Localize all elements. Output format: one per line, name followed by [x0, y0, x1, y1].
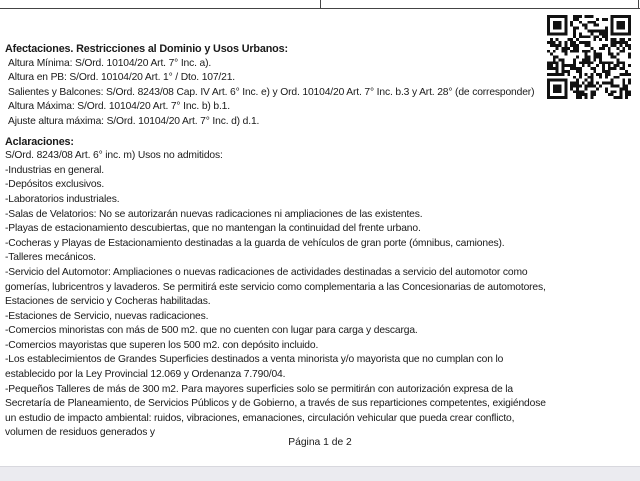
afectaciones-heading: Afectaciones. Restricciones al Dominio y Usos Urbanos:	[5, 43, 288, 55]
aclaracion-line: -Comercios mayoristas que superen los 500 m2. con depósito incluido.	[5, 339, 319, 351]
aclaracion-line: -Estaciones de Servicio, nuevas radicaciones.	[5, 310, 209, 322]
page-number: Página 1 de 2	[288, 437, 352, 448]
table-top-border	[0, 0, 640, 9]
aclaracion-line: -Comercios minoristas con más de 500 m2. que no cuenten con lugar para carga y descarga.	[5, 325, 418, 337]
aclaracion-line: -Playas de estacionamiento descubiertas, que no mantengan la continuidad del frente urbano.	[5, 223, 421, 235]
document-body	[5, 42, 550, 441]
aclaracion-line: -Depósitos exclusivos.	[5, 179, 105, 191]
aclaracion-line: -Talleres mecánicos.	[5, 252, 96, 264]
aclaracion-line: -Industrias en general.	[5, 164, 105, 176]
viewer-bottom-bar	[0, 466, 640, 481]
afectacion-line: Altura en PB: S/Ord. 10104/20 Art. 1° / Dto. 107/21.	[8, 72, 235, 84]
aclaracion-line: -Pequeños Talleres de más de 300 m2. Para mayores superficies solo se permitirán con autorización expresa de la Secretaría de Planeamiento, de Servicios Públicos y de Gobierno, a través de sus reparticiones competentes, exigiéndose un estudio de impacto ambiental: ruidos, vibraciones, emanaciones, circulación vehicular que pueda crear conflicto, volumen de residuos generados y	[5, 383, 546, 439]
aclaracion-line: -Salas de Velatorios: No se autorizarán nuevas radicaciones ni ampliaciones de las existentes.	[5, 208, 423, 220]
aclaracion-line: S/Ord. 8243/08 Art. 6° inc. m) Usos no admitidos:	[5, 150, 223, 162]
table-cell	[320, 0, 639, 8]
table-cell	[0, 0, 321, 8]
aclaraciones-heading: Aclaraciones:	[5, 135, 74, 148]
afectacion-line: Altura Máxima: S/Ord. 10104/20 Art. 7° Inc. b) b.1.	[8, 101, 230, 113]
afectaciones-list	[5, 57, 550, 130]
aclaracion-line: -Laboratorios industriales.	[5, 193, 120, 205]
afectacion-line: Salientes y Balcones: S/Ord. 8243/08 Cap. IV Art. 6° Inc. e) y Ord. 10104/20 Art. 7° Inc. b.3 y Art. 28° (de corresponder)	[8, 86, 535, 98]
afectacion-line: Altura Mínima: S/Ord. 10104/20 Art. 7° Inc. a).	[8, 57, 212, 69]
aclaracion-line: -Cocheras y Playas de Estacionamiento destinadas a la guarda de vehículos de gran porte (ómnibus, camiones).	[5, 237, 505, 249]
aclaracion-line: -Los establecimientos de Grandes Superficies destinados a venta minorista y/o mayorista que no cumplan con lo establecido por la Ley Provincial 12.069 y Ordenanza 7.790/04.	[5, 354, 504, 381]
qr-code	[547, 15, 631, 99]
aclaraciones-list	[5, 149, 550, 441]
aclaracion-line: -Servicio del Automotor: Ampliaciones o nuevas radicaciones de actividades destinadas a servicio del automotor como gomerías, lubricentros y lavaderos. Se permitirá este servicio como complementaria a las Concesionarias de automotores, Estaciones de servicio y Cocheras habilitadas.	[5, 266, 546, 308]
afectacion-line: Ajuste altura máxima: S/Ord. 10104/20 Art. 7° Inc. d) d.1.	[8, 115, 260, 127]
